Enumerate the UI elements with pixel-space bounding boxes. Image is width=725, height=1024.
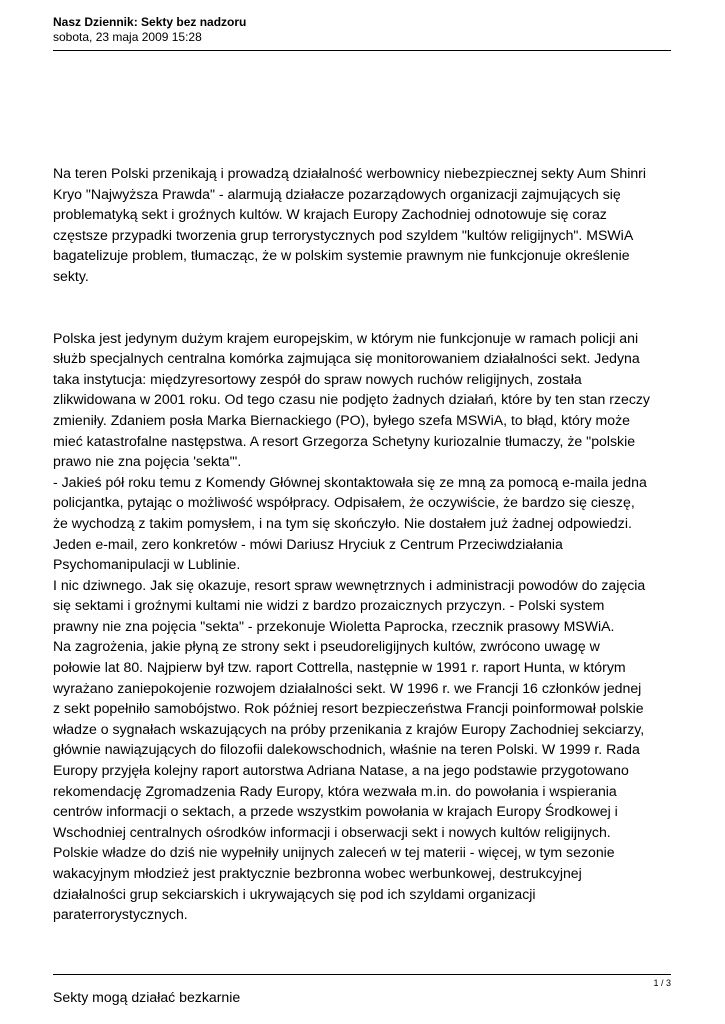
article-main-paragraph: Polska jest jedynym dużym krajem europejskim, w którym nie funkcjonuje w ramach policji ani służb specjalnych centralna komórka zajmująca się monitorowaniem działalności sekt. Jedyna taka instytucja: międzyresortowy zespół do spraw nowych ruchów religijnych, została zlikwidowana w 2001 roku. Od tego czasu nie podjęto żadnych działań, które by ten stan rzeczy zmieniły. Zdaniem posła Marka Biernackiego (PO), byłego szefa MSWiA, to błąd, który może mieć katastrofalne następstwa. A resort Grzegorza Schetyny kuriozalnie tłumaczy, że "polskie prawo nie zna pojęcia 'sekta'". - Jakieś pół roku temu z Komendy Głównej skontaktowała się ze mną za pomocą e-maila jedna policjantka, pytając o możliwość współpracy. Odpisałem, że oczywiście, że bardzo się cieszę, że wychodzą z takim pomysłem, i na tym się skończyło. Nie dostałem już żadnej odpowiedzi. Jeden e-mail, zero konkretów - mówi Dariusz Hryciuk z Centrum Przeciwdziałania Psychomanipulacji w Lublinie. I nic dziwnego. Jak się okazuje, resort spraw wewnętrznych i administracji powodów do zajęcia się sektami i groźnymi kultami nie widzi z bardzo prozaicznych przyczyn. - Polski system prawny nie zna pojęcia "sekta" - przekonuje Wioletta Paprocka, rzecznik prasowy MSWiA. Na zagrożenia, jakie płyną ze strony sekt i pseudoreligijnych kultów, zwrócono uwagę w połowie lat 80. Najpierw był tzw. raport Cottrella, następnie w 1991 r. raport Hunta, w którym wyrażano zaniepokojenie rozwojem działalności sekt. W 1996 r. we Francji 16 członków jednej z sekt popełniło samobójstwo. Rok później resort bezpieczeństwa Francji poinformował polskie władze o sygnałach wskazujących na próby przenikania z krajów Europy Zachodniej sekciarzy, głównie nawiązujących do filozofii dalekowschodnich, właśnie na teren Polski. W 1999 r. Rada Europy przyjęła kolejny raport autorstwa Adriana Natase, a na jego podstawie przygotowano rekomendację Zgromadzenia Rady Europy, która wezwała m.in. do powołania i wspierania centrów informacji o sektach, a przede wszystkim powołania w krajach Europy Środkowej i Wschodniej centralnych ośrodków informacji i obserwacji sekt i nowych kultów religijnych. Polskie władze do dziś nie wypełniły unijnych zaleceń w tej materii - więcej, w tym sezonie wakacyjnym młodzież jest praktycznie bezbronna wobec werbunkowej, destrukcyjnej działalności grup sekciarskich i ukrywających się pod ich szyldami organizacji paraterrorystycznych. (53, 329, 650, 923)
article-intro-paragraph: Na teren Polski przenikają i prowadzą działalność werbownicy niebezpiecznej sekty Aum Shinri Kryo "Najwyższa Prawda" - alarmują działacze pozarządowych organizacji zajmujących się problematyką sekt i groźnych kultów. W krajach Europy Zachodniej odnotowuje się coraz częstsze przypadki tworzenia grup terrorystycznych pod szyldem "kultów religijnych". MSWiA bagatelizuje problem, tłumacząc, że w polskim systemie prawnym nie funkcjonuje określenie sekty. (53, 165, 647, 284)
document-header (53, 14, 673, 45)
footer-divider (53, 974, 671, 975)
page-number: 1 / 3 (653, 978, 671, 988)
article-body (53, 163, 678, 1007)
header-divider (53, 50, 671, 51)
document-title: Nasz Dziennik: Sekty bez nadzoru (53, 15, 247, 29)
document-date: sobota, 23 maja 2009 15:28 (53, 30, 202, 44)
paragraph-spacer (53, 287, 678, 328)
article-subheading: Sekty mogą działać bezkarnie (53, 988, 241, 1005)
paragraph-spacer (53, 925, 678, 987)
